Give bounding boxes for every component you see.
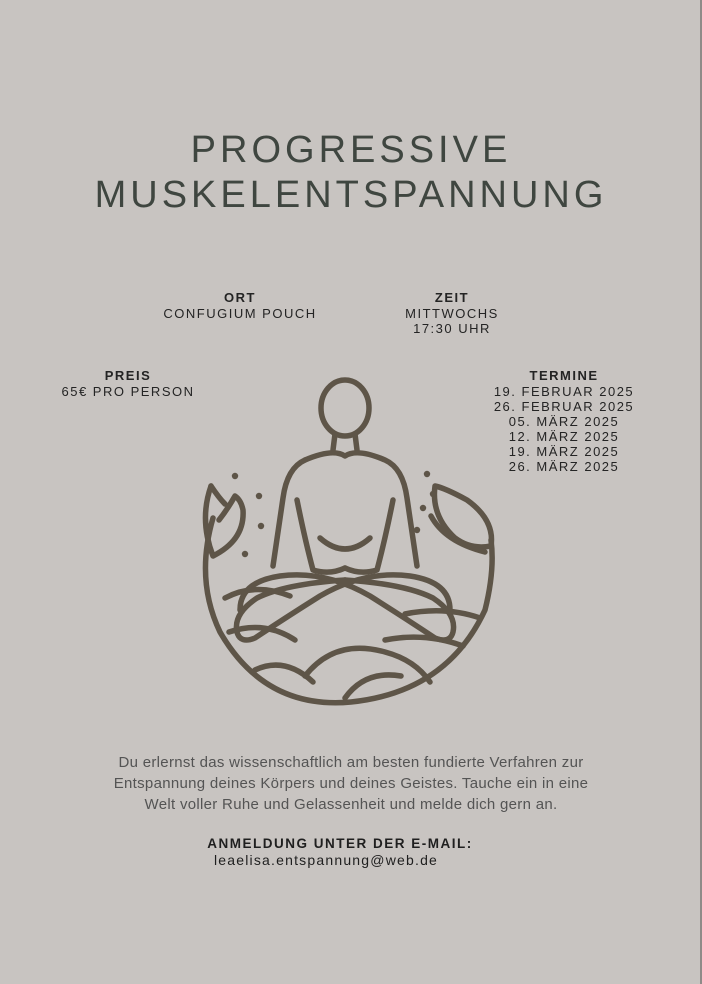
registration-email: leaelisa.entspannung@web.de (213, 852, 439, 868)
termine-label: TERMINE (529, 368, 599, 383)
termin-date: 12. MÄRZ 2025 (508, 429, 620, 444)
title-line-1: PROGRESSIVE (190, 129, 512, 171)
ort-value: CONFUGIUM POUCH (163, 306, 317, 321)
zeit-block (372, 290, 532, 336)
title-line-2: MUSKELENTSPANNUNG (94, 174, 608, 216)
zeit-day: MITTWOCHS (405, 306, 499, 321)
termin-date: 19. FEBRUAR 2025 (493, 384, 635, 399)
termin-date: 05. MÄRZ 2025 (508, 414, 620, 429)
description-line: Welt voller Ruhe und Gelassenheit und melde dich gern an. (144, 796, 558, 813)
preis-label: PREIS (104, 368, 152, 383)
description (30, 752, 672, 815)
registration-label: ANMELDUNG UNTER DER E-MAIL: (207, 836, 473, 851)
zeit-label: ZEIT (434, 290, 470, 305)
termin-date: 26. FEBRUAR 2025 (493, 399, 635, 414)
meditation-figure-icon (195, 370, 507, 710)
description-line: Entspannung deines Körpers und deines Geistes. Tauche ein in eine (113, 775, 589, 792)
zeit-time: 17:30 UHR (413, 321, 491, 336)
preis-block (40, 368, 216, 399)
termin-date: 26. MÄRZ 2025 (508, 459, 620, 474)
description-line: Du erlernst das wissenschaftlich am besten fundierte Verfahren zur (118, 754, 584, 771)
preis-value: 65€ PRO PERSON (61, 384, 195, 399)
termin-date: 19. MÄRZ 2025 (508, 444, 620, 459)
ort-block (140, 290, 340, 321)
ort-label: ORT (224, 290, 256, 305)
